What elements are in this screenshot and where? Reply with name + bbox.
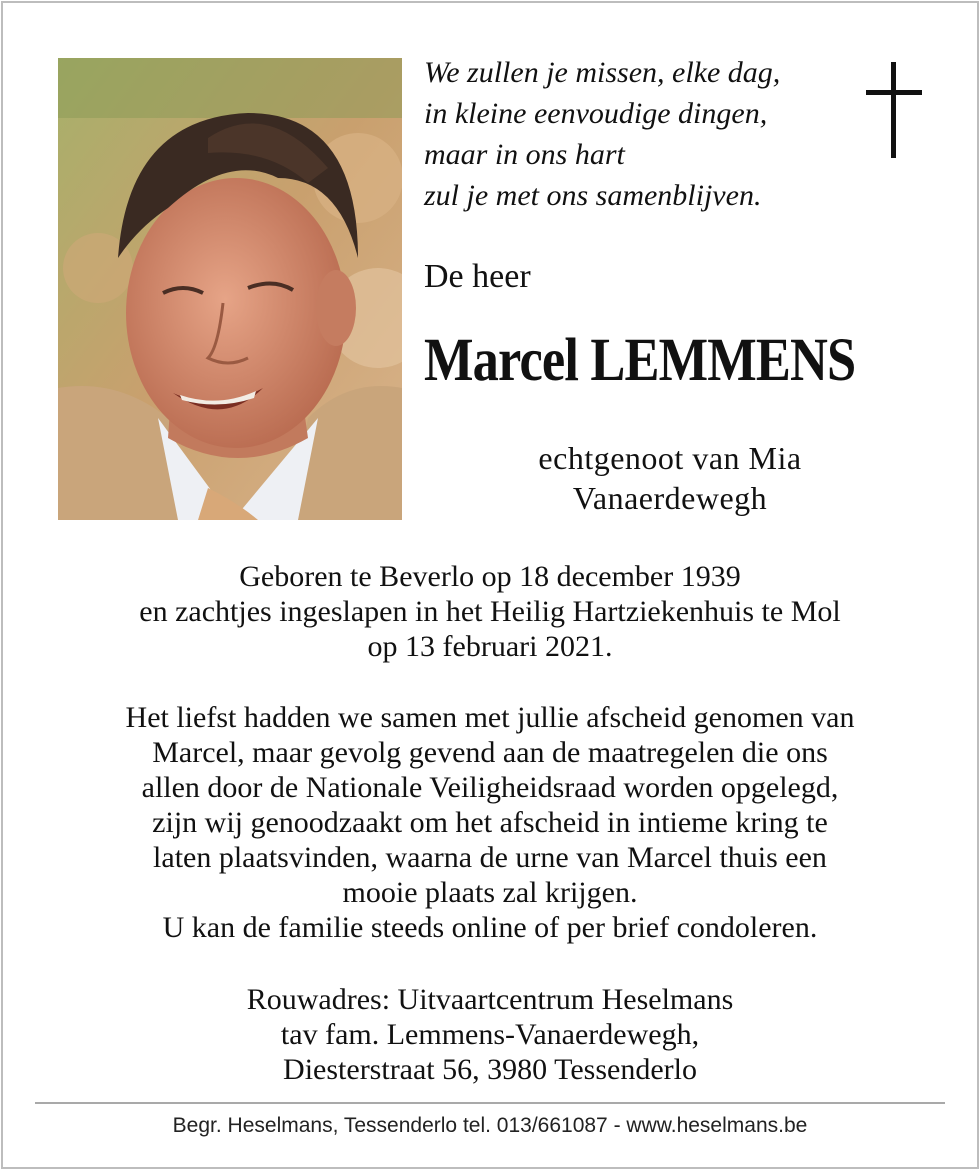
text-line: mooie plaats zal krijgen. <box>342 876 638 909</box>
poem-line: zul je met ons samenblijven. <box>424 179 762 212</box>
spouse-line: Vanaerdewegh <box>572 480 768 516</box>
text-line: Rouwadres: Uitvaartcentrum Heselmans <box>246 983 734 1016</box>
poem-line: We zullen je missen, elke dag, <box>424 56 781 89</box>
text-line: U kan de familie steeds online of per brief condoleren. <box>162 911 818 944</box>
text-line: Het liefst hadden we samen met jullie afscheid genomen van <box>125 701 855 734</box>
text-line: allen door de Nationale Veiligheidsraad worden opgelegd, <box>141 771 839 804</box>
portrait-photo <box>58 58 402 520</box>
farewell-message <box>40 700 940 945</box>
text-line: tav fam. Lemmens-Vanaerdewegh, <box>280 1018 700 1051</box>
text-line: Geboren te Beverlo op 18 december 1939 <box>239 560 741 593</box>
text-line: Diesterstraat 56, 3980 Tessenderlo <box>283 1053 697 1086</box>
cross-icon <box>866 62 922 158</box>
birth-death-info <box>40 559 940 664</box>
deceased-name: Marcel LEMMENS <box>424 327 856 394</box>
spouse-line: echtgenoot van Mia <box>538 440 802 476</box>
spouse-info <box>470 438 870 518</box>
text-line: Marcel, maar gevolg gevend aan de maatregelen die ons <box>152 736 828 769</box>
poem-line: in kleine eenvoudige dingen, <box>424 97 768 130</box>
deceased-title: De heer <box>424 258 531 295</box>
funeral-home-footer: Begr. Heselmans, Tessenderlo tel. 013/661087 - www.heselmans.be <box>172 1114 808 1137</box>
poem-line: maar in ons hart <box>424 138 625 171</box>
mourning-address <box>40 982 940 1087</box>
text-line: laten plaatsvinden, waarna de urne van Marcel thuis een <box>153 841 827 874</box>
footer-divider <box>35 1102 945 1104</box>
text-line: op 13 februari 2021. <box>367 630 613 663</box>
text-line: zijn wij genoodzaakt om het afscheid in intieme kring te <box>152 806 828 839</box>
memorial-poem <box>424 52 844 216</box>
text-line: en zachtjes ingeslapen in het Heilig Hartziekenhuis te Mol <box>139 595 841 628</box>
